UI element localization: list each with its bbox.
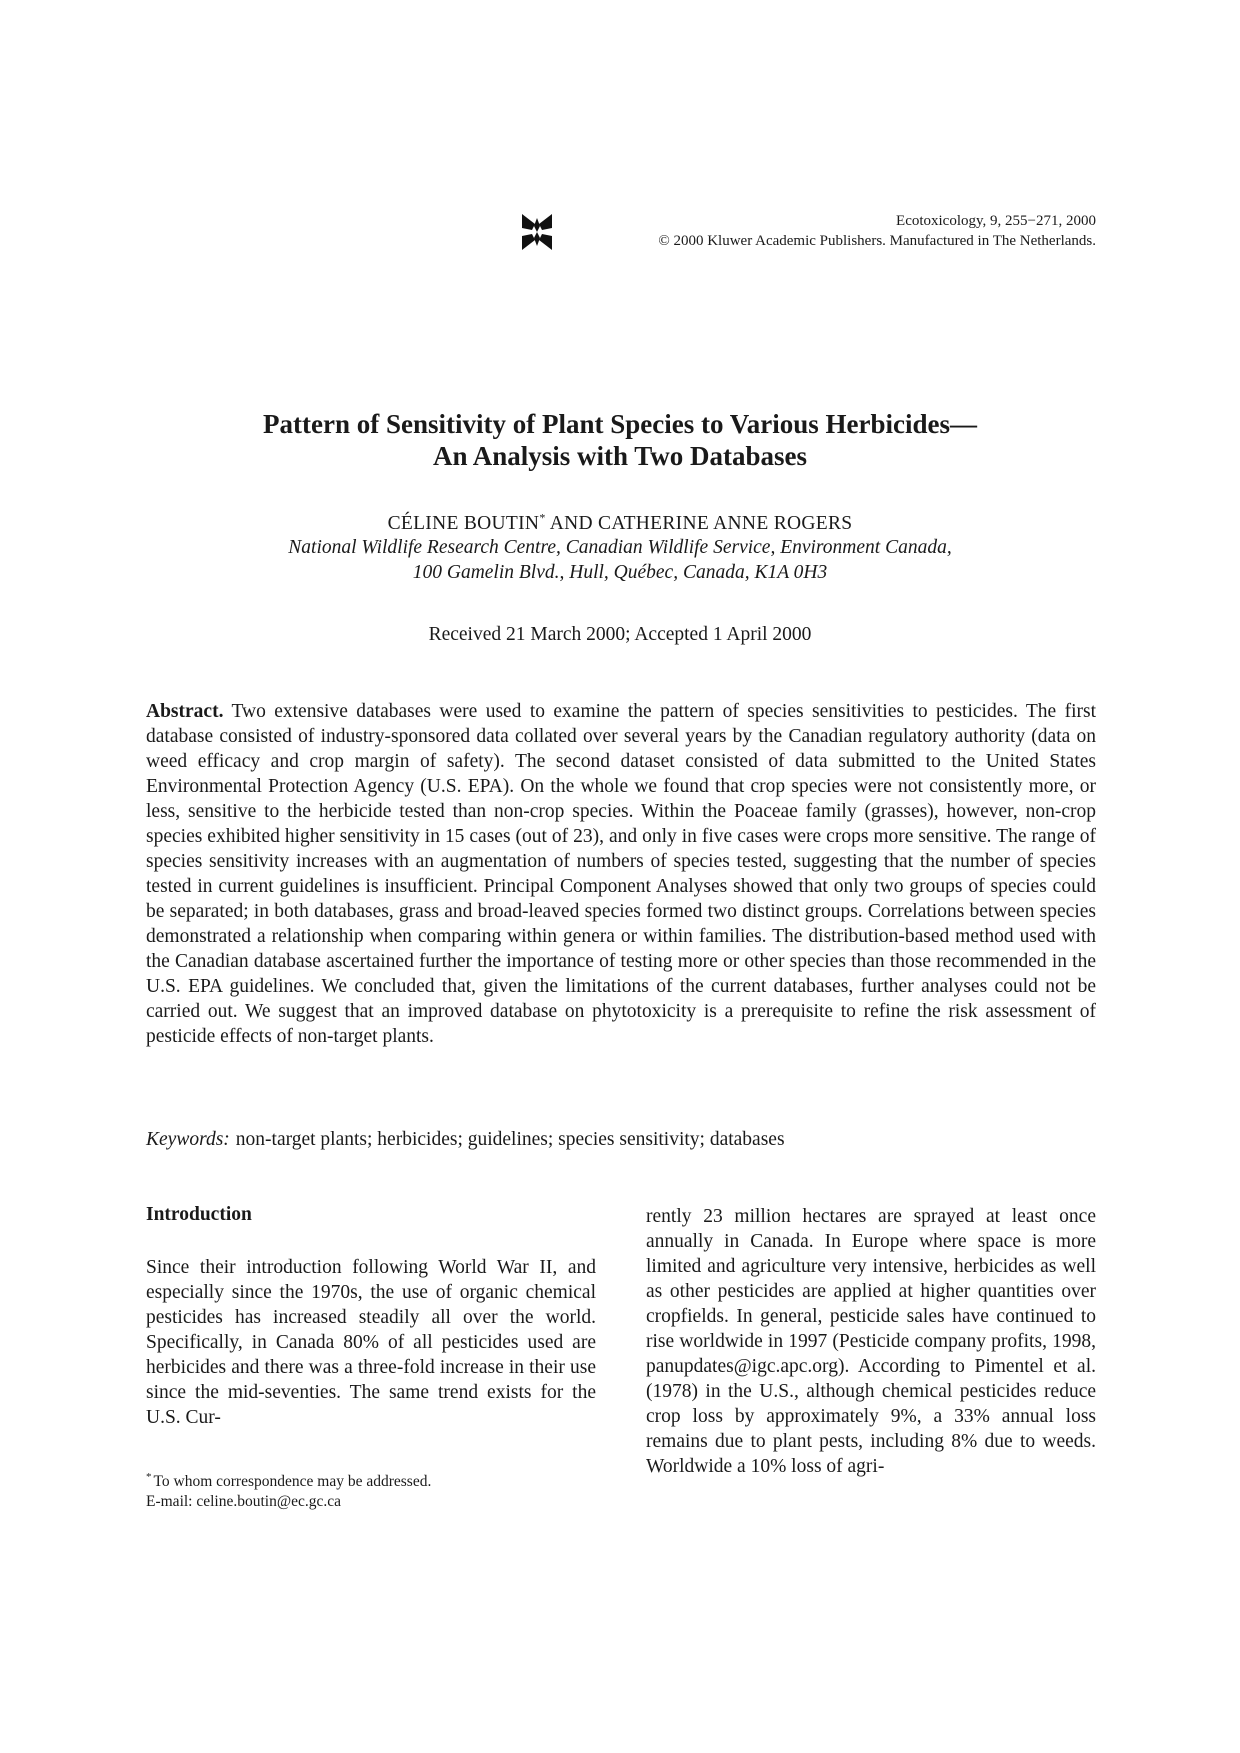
affiliation-line-1: National Wildlife Research Centre, Canadian Wildlife Service, Environment Canada, — [288, 537, 952, 558]
corresponding-author-marker: * — [539, 510, 546, 525]
author-1: CÉLINE BOUTIN — [387, 513, 540, 534]
introduction-left-column: Since their introduction following World War II, and especially since the 1970s, the use of organic chemical pesticides has increased steadily all over the world. Specifically, in Canada 80% of all pesticides used are herbicides and there was a three-fold increase in their use since the mid-seventies. The same trend exists for the U.S. Cur- — [146, 1257, 596, 1428]
abstract — [146, 699, 1096, 1049]
footnote-marker: * — [146, 1471, 152, 1483]
footnote-email: E-mail: celine.boutin@ec.gc.ca — [146, 1493, 342, 1511]
introduction-right-column: rently 23 million hectares are sprayed at least once annually in Canada. In Europe where space is more limited and agriculture very intensive, herbicides as well as other pesticides are applied at higher quantities over cropfields. In general, pesticide sales have continued to rise worldwide in 1997 (Pesticide company profits, 1998, panupdates@igc.apc.org). According to Pimentel et al. (1978) in the U.S., although chemical pesticides reduce crop loss by approximately 9%, a 33% annual loss remains due to plant pests, including 8% due to weeds. Worldwide a 10% loss of agri- — [646, 1206, 1096, 1477]
keywords-label: Keywords: — [146, 1129, 230, 1150]
copyright-notice: © 2000 Kluwer Academic Publishers. Manufactured in The Netherlands. — [658, 233, 1096, 249]
section-heading-introduction: Introduction — [146, 1204, 252, 1225]
received-dates: Received 21 March 2000; Accepted 1 April 2000 — [428, 624, 812, 645]
author-2: AND CATHERINE ANNE ROGERS — [545, 513, 853, 534]
footnote-text: To whom correspondence may be addressed. — [153, 1473, 432, 1491]
affiliation-line-2: 100 Gamelin Blvd., Hull, Québec, Canada, K1A 0H3 — [412, 562, 828, 583]
paper-title-line-1: Pattern of Sensitivity of Plant Species to Various Herbicides— — [263, 409, 977, 439]
footnote-line-1 — [146, 1467, 431, 1492]
footnote — [146, 1467, 431, 1512]
abstract-label: Abstract. — [146, 701, 224, 722]
keywords-text: non-target plants; herbicides; guidelines; species sensitivity; databases — [235, 1129, 785, 1150]
abstract-text: Two extensive databases were used to examine the pattern of species sensitivities to pesticides. The first database consisted of industry-sponsored data collated over several years by the Canadian regulatory authority (data on weed efficacy and crop margin of safety). The second dataset consisted of data submitted to the United States Environmental Protection Agency (U.S. EPA). On the whole we found that crop species were not consistently more, or less, sensitive to the herbicide tested than non-crop species. Within the Poaceae family (grasses), however, non-crop species exhibited higher sensitivity in 15 cases (out of 23), and only in five cases were crops more sensitive. The range of species sensitivity increases with an augmentation of numbers of species tested, suggesting that the number of species tested in current guidelines is insufficient. Principal Component Analyses showed that only two groups of species could be separated; in both databases, grass and broad-leaved species formed two distinct groups. Correlations between species demonstrated a relationship when comparing within genera or within families. The distribution-based method used with the Canadian database ascertained further the importance of testing more or other species than those recommended in the U.S. EPA guidelines. We concluded that, given the limitations of the current databases, further analyses could not be carried out. We suggest that an improved database on phytotoxicity is a prerequisite to refine the risk assessment of pesticide effects of non-target plants. — [146, 701, 1096, 1047]
publisher-logo-icon — [520, 212, 554, 252]
keywords — [146, 1127, 1096, 1152]
journal-citation: Ecotoxicology, 9, 255−271, 2000 — [896, 213, 1096, 229]
paper-title-line-2: An Analysis with Two Databases — [432, 441, 808, 471]
author-list — [0, 510, 1240, 535]
